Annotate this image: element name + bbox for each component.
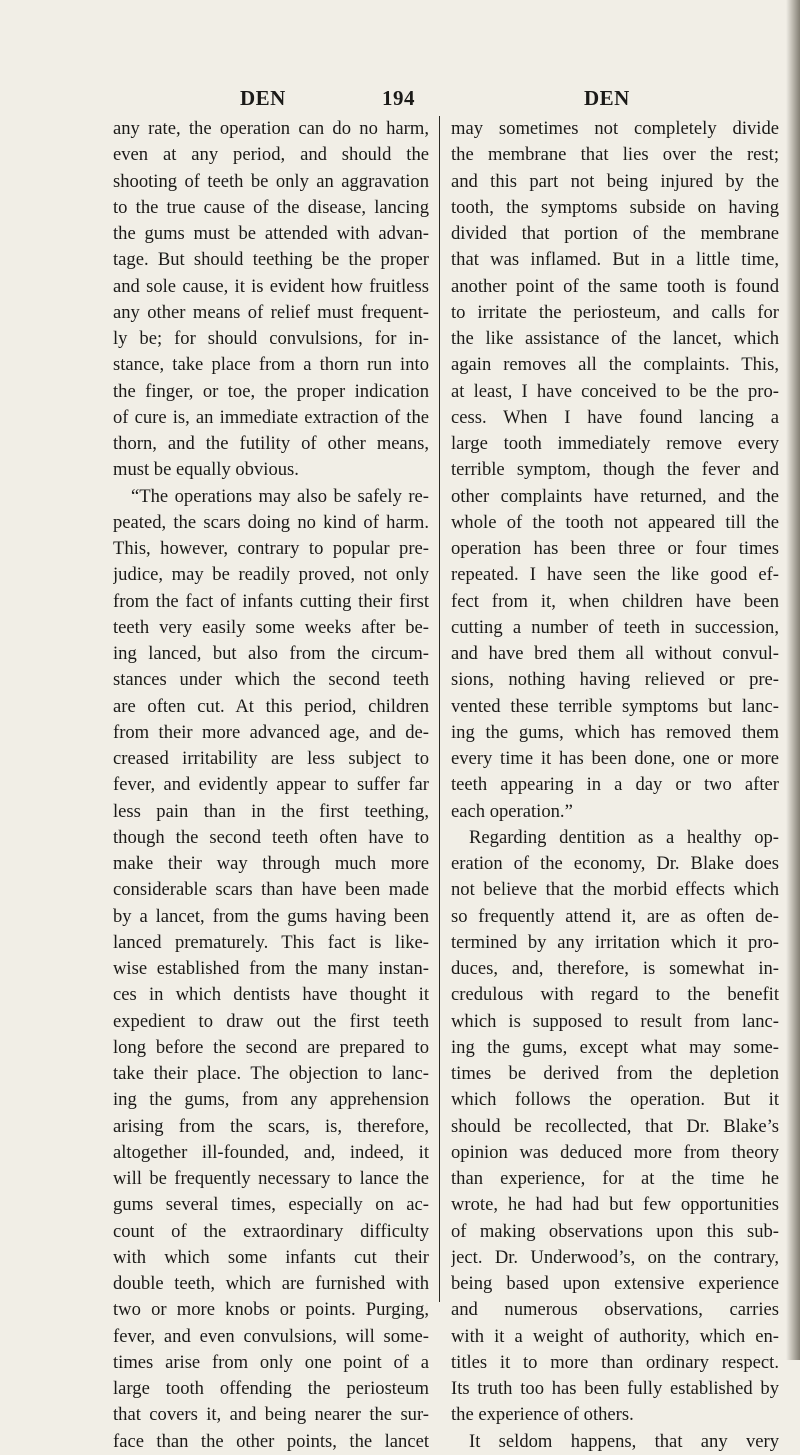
text-line: and numerous observations, carries	[451, 1299, 779, 1321]
text-line: will be frequently necessary to lance the	[113, 1168, 429, 1189]
text-line: thorn, and the futility of other means,	[113, 433, 429, 454]
text-line: make their way through much more	[113, 853, 429, 874]
text-line: whole of the tooth not appeared till the	[451, 511, 779, 533]
text-line: though the second teeth often have to	[113, 826, 429, 848]
text-line: again removes all the complaints. This,	[451, 354, 779, 376]
text-line: gums several times, especially on ac-	[113, 1194, 429, 1216]
text-line: every time it has been done, one or more	[451, 748, 779, 769]
text-line: tooth, the symptoms subside on having	[451, 196, 779, 218]
text-line: which follows the operation. But it	[451, 1089, 779, 1111]
text-line: any rate, the operation can do no harm,	[113, 118, 429, 139]
text-line: any other means of relief must frequent-	[113, 301, 429, 323]
text-line: shooting of teeth be only an aggravation	[113, 170, 429, 192]
text-line: This, however, contrary to popular pre-	[113, 538, 429, 559]
text-line: large tooth offending the periosteum	[113, 1378, 429, 1399]
text-line: creased irritability are less subject to	[113, 748, 429, 769]
text-line: not believe that the morbid effects which	[451, 879, 779, 901]
text-line: eration of the economy, Dr. Blake does	[451, 853, 779, 874]
right-guide-word: DEN	[584, 86, 630, 110]
text-line: and this part not being injured by the	[451, 170, 779, 192]
text-line: must be equally obvious.	[113, 459, 299, 481]
text-line: two or more knobs or points. Purging,	[113, 1299, 429, 1321]
text-line: fever, and evidently appear to suffer far	[113, 774, 429, 796]
text-line: large tooth immediately remove every	[451, 433, 779, 454]
text-line: the experience of others.	[451, 1404, 634, 1426]
text-line: stances under which the second teeth	[113, 669, 429, 691]
text-line: fever, and even convulsions, will some-	[113, 1325, 429, 1347]
text-line: even at any period, and should the	[113, 144, 429, 166]
text-line: credulous with regard to the benefit	[451, 984, 779, 1006]
text-line: tage. But should teething be the proper	[113, 249, 429, 271]
text-line: from their more advanced age, and de-	[113, 721, 429, 743]
text-line: ing the gums, which has removed them	[451, 721, 779, 743]
text-line: to the true cause of the disease, lancing	[113, 196, 429, 218]
text-line: considerable scars than have been made	[113, 879, 429, 901]
text-line: which is supposed to result from lanc-	[451, 1010, 779, 1032]
text-line: of cure is, an immediate extraction of the	[113, 406, 429, 428]
text-line: long before the second are prepared to	[113, 1036, 429, 1058]
left-column	[113, 116, 429, 1455]
text-line: Its truth too has been fully established by	[451, 1378, 779, 1399]
text-line: Regarding dentition as a healthy op-	[469, 826, 779, 848]
text-line: peated, the scars doing no kind of harm.	[113, 511, 429, 533]
text-line: “The operations may also be safely re-	[131, 485, 429, 507]
text-line: less pain than in the first teething,	[113, 800, 429, 822]
text-line: the finger, or toe, the proper indication	[113, 380, 429, 402]
text-line: fect from it, when children have been	[451, 590, 779, 612]
text-line: that covers it, and being nearer the sur-	[113, 1404, 429, 1426]
text-line: teeth appearing in a day or two after	[451, 774, 779, 796]
text-line: termined by any irritation which it pro-	[451, 931, 779, 953]
text-line: each operation.”	[451, 800, 573, 822]
text-line: count of the extraordinary difficulty	[113, 1220, 429, 1242]
text-line: operation has been three or four times	[451, 538, 779, 559]
text-line: to irritate the periosteum, and calls for	[451, 301, 779, 323]
text-line: ces in which dentists have thought it	[113, 984, 429, 1006]
text-line: altogether ill-founded, and, indeed, it	[113, 1141, 429, 1163]
column-divider	[439, 116, 440, 1302]
text-line: cess. When I have found lancing a	[451, 406, 779, 428]
text-line: wise established from the many instan-	[113, 958, 429, 979]
text-line: duces, and, therefore, is somewhat in-	[451, 958, 779, 979]
text-line: may sometimes not completely divide	[451, 118, 779, 139]
text-line: titles it to more than ordinary respect.	[451, 1351, 779, 1373]
running-header	[0, 86, 800, 112]
text-line: ing the gums, from any apprehension	[113, 1089, 429, 1111]
text-line: times arise from only one point of a	[113, 1351, 429, 1373]
text-line: divided that portion of the membrane	[451, 223, 779, 244]
text-line: the membrane that lies over the rest;	[451, 144, 779, 166]
text-line: ly be; for should convulsions, for in-	[113, 328, 429, 349]
text-line: repeated. I have seen the like good ef-	[451, 564, 779, 586]
text-line: cutting a number of teeth in succession,	[451, 616, 779, 638]
text-line: the gums must be attended with advan-	[113, 223, 429, 244]
text-line: being based upon extensive experience	[451, 1273, 779, 1294]
text-line: ject. Dr. Underwood’s, on the contrary,	[451, 1246, 779, 1268]
page-edge-shadow	[786, 0, 800, 1360]
text-line: and sole cause, it is evident how fruitless	[113, 275, 429, 297]
text-line: sions, nothing having relieved or pre-	[451, 669, 779, 691]
text-line: of making observations upon this sub-	[451, 1220, 779, 1242]
text-line: than experience, for at the time he	[451, 1168, 779, 1189]
text-line: terrible symptom, though the fever and	[451, 459, 779, 481]
text-line: are often cut. At this period, children	[113, 695, 429, 717]
text-line: lanced prematurely. This fact is like-	[113, 931, 429, 953]
text-line: expedient to draw out the first teeth	[113, 1010, 429, 1032]
text-line: face than the other points, the lancet	[113, 1430, 429, 1452]
text-line: other complaints have returned, and the	[451, 485, 779, 507]
text-line: at least, I have conceived to be the pro-	[451, 380, 779, 402]
page-number: 194	[382, 86, 415, 110]
left-guide-word: DEN	[240, 86, 286, 110]
text-line: ing lanced, but also from the circum-	[113, 643, 429, 664]
text-line: wrote, he had had but few opportunities	[451, 1194, 779, 1216]
text-line: double teeth, which are furnished with	[113, 1273, 429, 1294]
text-line: opinion was deduced more from theory	[451, 1141, 779, 1163]
text-line: times be derived from the depletion	[451, 1063, 779, 1084]
text-line: should be recollected, that Dr. Blake’s	[451, 1115, 779, 1137]
text-line: arising from the scars, is, therefore,	[113, 1115, 429, 1137]
text-line: It seldom happens, that any very	[469, 1430, 779, 1452]
right-column	[451, 116, 779, 1455]
text-line: judice, may be readily proved, not only	[113, 564, 429, 586]
text-line: and have bred them all without convul-	[451, 643, 779, 664]
text-line: vented these terrible symptoms but lanc-	[451, 695, 779, 717]
text-line: the like assistance of the lancet, which	[451, 328, 779, 349]
text-line: stance, take place from a thorn run into	[113, 354, 429, 376]
text-line: another point of the same tooth is found	[451, 275, 779, 297]
text-line: so frequently attend it, are as often de-	[451, 905, 779, 927]
text-line: teeth very easily some weeks after be-	[113, 616, 429, 638]
text-line: take their place. The objection to lanc-	[113, 1063, 429, 1084]
text-line: with which some infants cut their	[113, 1246, 429, 1268]
text-line: from the fact of infants cutting their first	[113, 590, 429, 612]
text-line: with it a weight of authority, which en-	[451, 1325, 779, 1347]
text-line: ing the gums, except what may some-	[451, 1036, 779, 1058]
text-line: by a lancet, from the gums having been	[113, 905, 429, 927]
text-line: that was inflamed. But in a little time,	[451, 249, 779, 271]
